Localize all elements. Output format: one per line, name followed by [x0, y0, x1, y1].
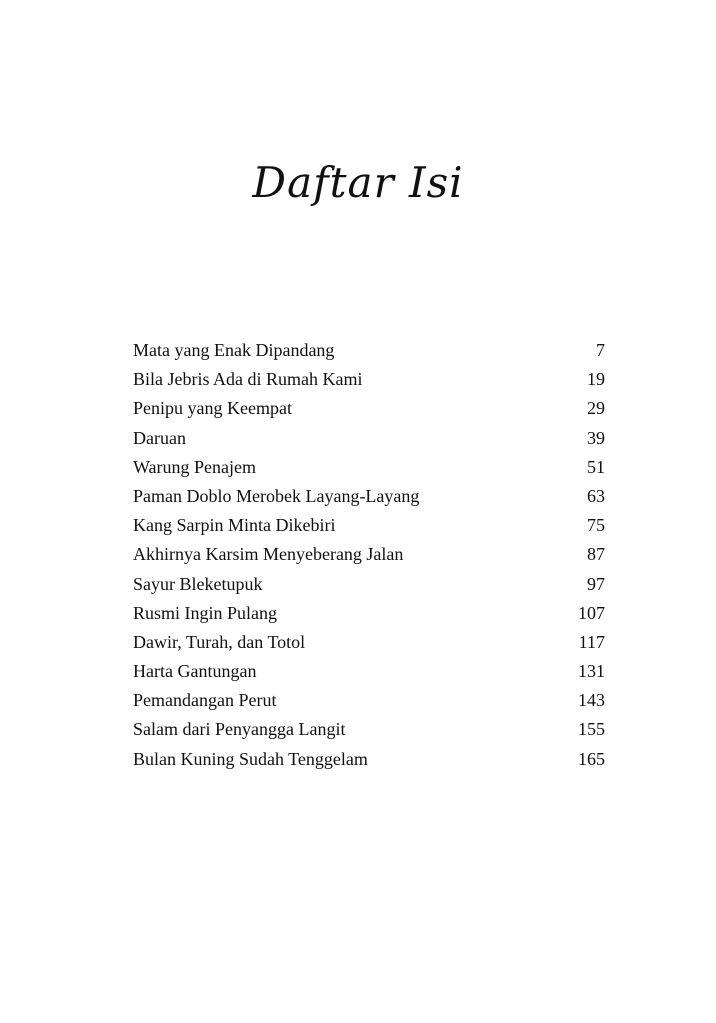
toc-entry-page: 7 — [596, 340, 605, 360]
toc-entry-page: 143 — [578, 690, 605, 711]
toc-entry-page: 107 — [578, 602, 605, 623]
toc-entry — [133, 340, 605, 369]
toc-entry — [133, 398, 605, 427]
toc-entry — [133, 515, 605, 544]
toc-entry-page: 97 — [587, 573, 605, 594]
toc-entry-title: Bila Jebris Ada di Rumah Kami — [133, 369, 363, 390]
toc-entry-page: 131 — [578, 661, 605, 682]
toc-entry-page: 87 — [587, 544, 605, 565]
toc-entry-page: 75 — [587, 515, 605, 536]
toc-entry — [133, 632, 605, 661]
toc-entry-page: 29 — [587, 398, 605, 419]
toc-entry — [133, 690, 605, 719]
toc-entry-title: Rusmi Ingin Pulang — [133, 602, 278, 623]
toc-entry-title: Paman Doblo Merobek Layang-Layang — [133, 485, 420, 506]
toc-entry-page: 155 — [578, 719, 605, 740]
toc-entry — [133, 457, 605, 486]
toc-entry — [133, 428, 605, 457]
toc-entry-title: Akhirnya Karsim Menyeberang Jalan — [133, 544, 404, 565]
toc-entry-title: Warung Penajem — [133, 456, 257, 477]
table-of-contents — [133, 340, 605, 778]
toc-entry-page: 51 — [587, 456, 605, 477]
toc-entry-page: 39 — [587, 427, 605, 448]
toc-entry-title: Kang Sarpin Minta Dikebiri — [133, 515, 336, 536]
toc-entry-title: Mata yang Enak Dipandang — [133, 340, 335, 360]
toc-entry-title: Penipu yang Keempat — [133, 398, 292, 419]
toc-entry — [133, 661, 605, 690]
toc-entry — [133, 486, 605, 515]
toc-entry-title: Sayur Bleketupuk — [133, 573, 263, 594]
toc-entry — [133, 369, 605, 398]
toc-entry-page: 63 — [587, 485, 605, 506]
toc-entry-title: Pemandangan Perut — [133, 690, 277, 711]
toc-entry-title: Daruan — [133, 427, 186, 448]
page-title: Daftar Isi — [252, 158, 464, 207]
toc-entry-page: 19 — [587, 369, 605, 390]
toc-entry-title: Harta Gantungan — [133, 661, 257, 682]
toc-entry-title: Dawir, Turah, dan Totol — [133, 631, 306, 652]
toc-entry — [133, 603, 605, 632]
toc-entry-title: Bulan Kuning Sudah Tenggelam — [133, 748, 368, 769]
toc-entry-page: 117 — [578, 631, 605, 652]
toc-entry — [133, 749, 605, 778]
toc-entry — [133, 574, 605, 603]
toc-entry — [133, 719, 605, 748]
toc-entry — [133, 544, 605, 573]
toc-entry-title: Salam dari Penyangga Langit — [133, 719, 346, 740]
toc-entry-page: 165 — [578, 748, 605, 769]
